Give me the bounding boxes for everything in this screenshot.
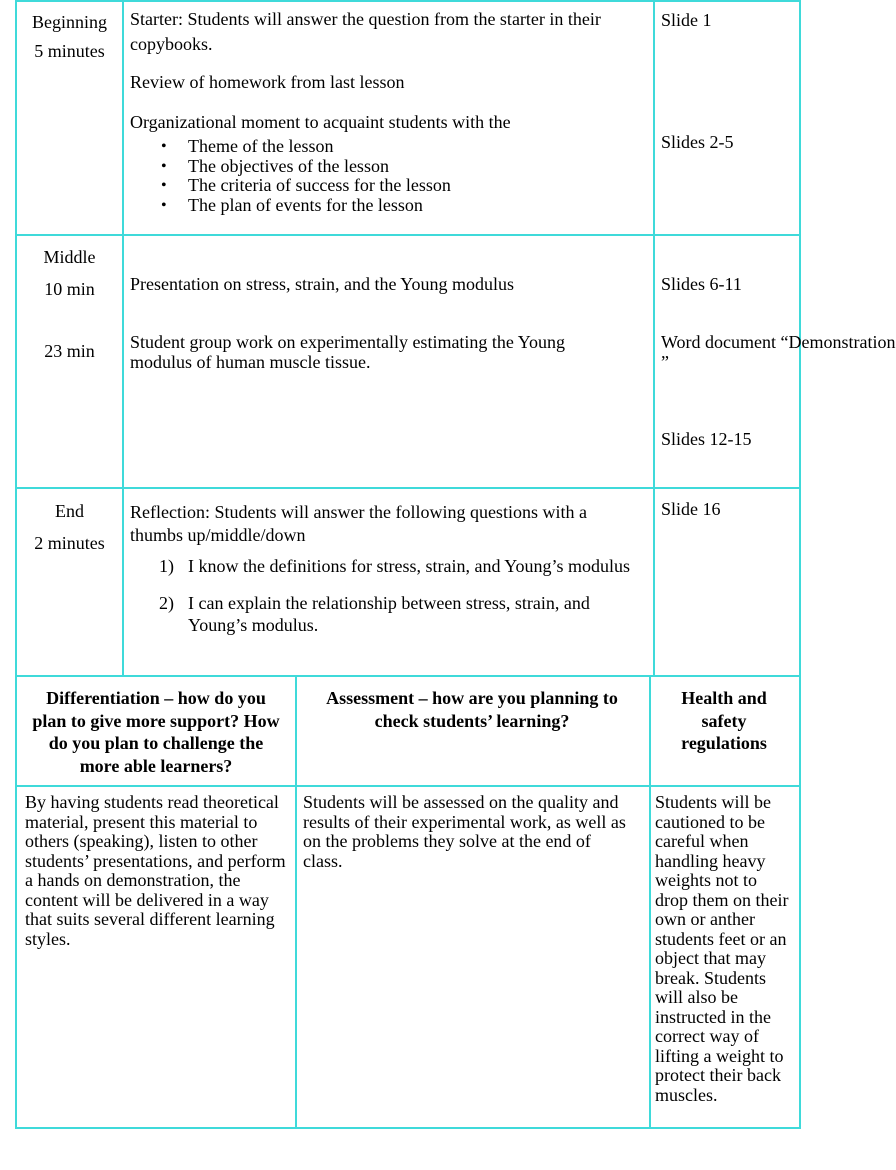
list-item: • Theme of the lesson — [130, 137, 630, 157]
resource-text: ” — [661, 352, 669, 372]
differentiation-content-cell — [15, 785, 297, 1129]
list-item — [130, 592, 630, 636]
health-content-cell — [649, 785, 801, 1129]
list-number: 2) — [159, 593, 174, 613]
resources-cell-middle — [653, 234, 896, 489]
assessment-content-cell — [295, 785, 651, 1129]
resource-text: Slides 12-15 — [661, 429, 752, 449]
activity-cell-end — [122, 487, 655, 677]
stage-cell-middle — [15, 234, 124, 489]
resource-text: Word document “Demonstration — [661, 332, 896, 352]
resource-text: Slides 6-11 — [661, 274, 742, 294]
reflection-text: Reflection: Students will answer the following questions with a thumbs up/middle/down — [130, 502, 587, 545]
stage-label: End — [55, 501, 84, 521]
activity-cell-middle — [122, 234, 655, 489]
stage-time: 23 min — [44, 341, 95, 361]
stage-time: 10 min — [44, 279, 95, 299]
starter-text: Starter: Students will answer the question from the starter in their copybooks. — [130, 9, 601, 54]
question-text: I know the definitions for stress, strain, and Young’s modulus — [188, 556, 630, 576]
stage-time: 2 minutes — [34, 533, 105, 553]
differentiation-header: Differentiation – how do you plan to give more support? How do you plan to challenge the more able learners? — [32, 688, 280, 776]
resources-cell-end — [653, 487, 801, 677]
health-header: Health and safety regulations — [681, 688, 767, 753]
differentiation-text: By having students read theoretical material, present this material to others (speaking), listen to other students’ presentations, and perform a hands on demonstration, the content will be delivered in a way that suits several different learning styles. — [25, 792, 286, 949]
stage-time: 5 minutes — [34, 41, 105, 61]
stage-cell-end — [15, 487, 124, 677]
resource-text: Slide 16 — [661, 499, 721, 519]
list-number: 1) — [159, 556, 174, 576]
list-item — [130, 555, 630, 577]
groupwork-text: Student group work on experimentally estimating the Young modulus of human muscle tissue. — [130, 332, 565, 372]
review-text: Review of homework from last lesson — [130, 72, 405, 92]
differentiation-header-cell — [15, 675, 297, 787]
assessment-header-cell — [295, 675, 651, 787]
list-item: • The objectives of the lesson — [130, 157, 630, 177]
health-text: Students will be cautioned to be careful when handling heavy weights not to drop them on their own or anther students feet or an object that may break. Students will also be instructed in the correct way of lifting a weight to protect their back muscles. — [655, 792, 789, 1105]
objectives-list — [130, 137, 630, 215]
presentation-text: Presentation on stress, strain, and the Young modulus — [130, 274, 514, 294]
assessment-header: Assessment – how are you planning to check students’ learning? — [326, 688, 618, 731]
list-item: • The criteria of success for the lesson — [130, 176, 630, 196]
resources-cell-beginning — [653, 0, 801, 236]
resource-text: Slides 2-5 — [661, 132, 734, 152]
org-intro-text: Organizational moment to acquaint students with the — [130, 112, 511, 132]
health-header-cell — [649, 675, 801, 787]
stage-cell-beginning — [15, 0, 124, 236]
list-item: • The plan of events for the lesson — [130, 196, 630, 216]
assessment-text: Students will be assessed on the quality and results of their experimental work, as well as on the problems they solve at the end of class. — [303, 792, 626, 871]
question-text: I can explain the relationship between stress, strain, and Young’s modulus. — [188, 593, 590, 635]
stage-label: Middle — [43, 247, 96, 267]
questions-list — [130, 555, 630, 636]
stage-label: Beginning — [32, 12, 107, 32]
resource-text: Slide 1 — [661, 10, 712, 30]
activity-cell-beginning — [122, 0, 655, 236]
